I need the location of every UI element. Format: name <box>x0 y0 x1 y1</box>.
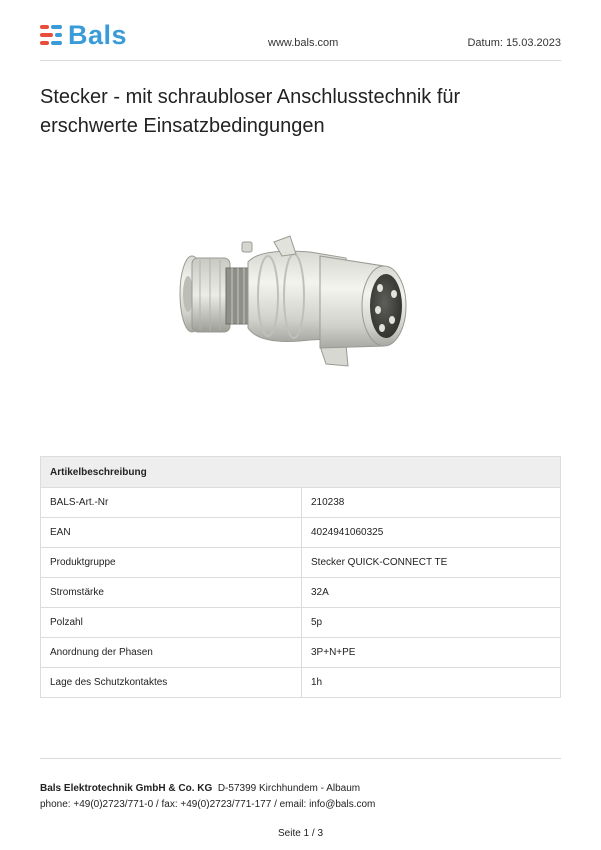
page-title: Stecker - mit schraubloser Anschlusstechnik für erschwerte Einsatzbedingungen <box>40 86 461 137</box>
row-value-produktgruppe: Stecker QUICK-CONNECT TE <box>302 548 561 578</box>
document-footer <box>40 781 375 813</box>
table-heading: Artikelbeschreibung <box>41 457 561 488</box>
footer-contact: phone: +49(0)2723/771-0 / fax: +49(0)2723/771-177 / email: info@bals.com <box>40 799 376 810</box>
table-row <box>41 518 561 548</box>
row-label-schutzkontakt: Lage des Schutzkontaktes <box>41 668 302 698</box>
table-row <box>41 578 561 608</box>
document-date <box>467 37 561 49</box>
date-label: Datum: <box>467 37 503 49</box>
company-address: D-57399 Kirchhundem - Albaum <box>217 783 361 794</box>
table-row <box>41 488 561 518</box>
logo-mark-icon <box>40 24 64 46</box>
row-label-polzahl: Polzahl <box>41 608 302 638</box>
cee-plug-5-pin-image <box>170 228 420 398</box>
footer-company-line <box>40 781 375 797</box>
date-value: 15.03.2023 <box>505 37 561 49</box>
table-row <box>41 548 561 578</box>
row-value-phasen: 3P+N+PE <box>302 638 561 668</box>
footer-divider <box>40 758 561 759</box>
row-value-ean: 4024941060325 <box>302 518 561 548</box>
product-image <box>170 228 420 398</box>
table-header-row <box>41 457 561 488</box>
row-label-produktgruppe: Produktgruppe <box>41 548 302 578</box>
row-value-schutzkontakt: 1h <box>302 668 561 698</box>
row-value-stromstaerke: 32A <box>302 578 561 608</box>
website-link[interactable]: www.bals.com <box>268 37 339 49</box>
page-number: Seite 1 / 3 <box>277 828 324 839</box>
table-row <box>41 638 561 668</box>
logo-text: Bals <box>68 20 128 50</box>
document-header <box>40 20 561 60</box>
table-row <box>41 668 561 698</box>
row-value-polzahl: 5p <box>302 608 561 638</box>
table-row <box>41 608 561 638</box>
bals-logo[interactable] <box>40 22 127 48</box>
row-label-ean: EAN <box>41 518 302 548</box>
row-label-phasen: Anordnung der Phasen <box>41 638 302 668</box>
company-name: Bals Elektrotechnik GmbH & Co. KG <box>40 783 213 794</box>
article-description-table <box>40 456 561 698</box>
row-label-stromstaerke: Stromstärke <box>41 578 302 608</box>
row-value-art-nr: 210238 <box>302 488 561 518</box>
row-label-art-nr: BALS-Art.-Nr <box>41 488 302 518</box>
header-divider <box>40 60 561 61</box>
